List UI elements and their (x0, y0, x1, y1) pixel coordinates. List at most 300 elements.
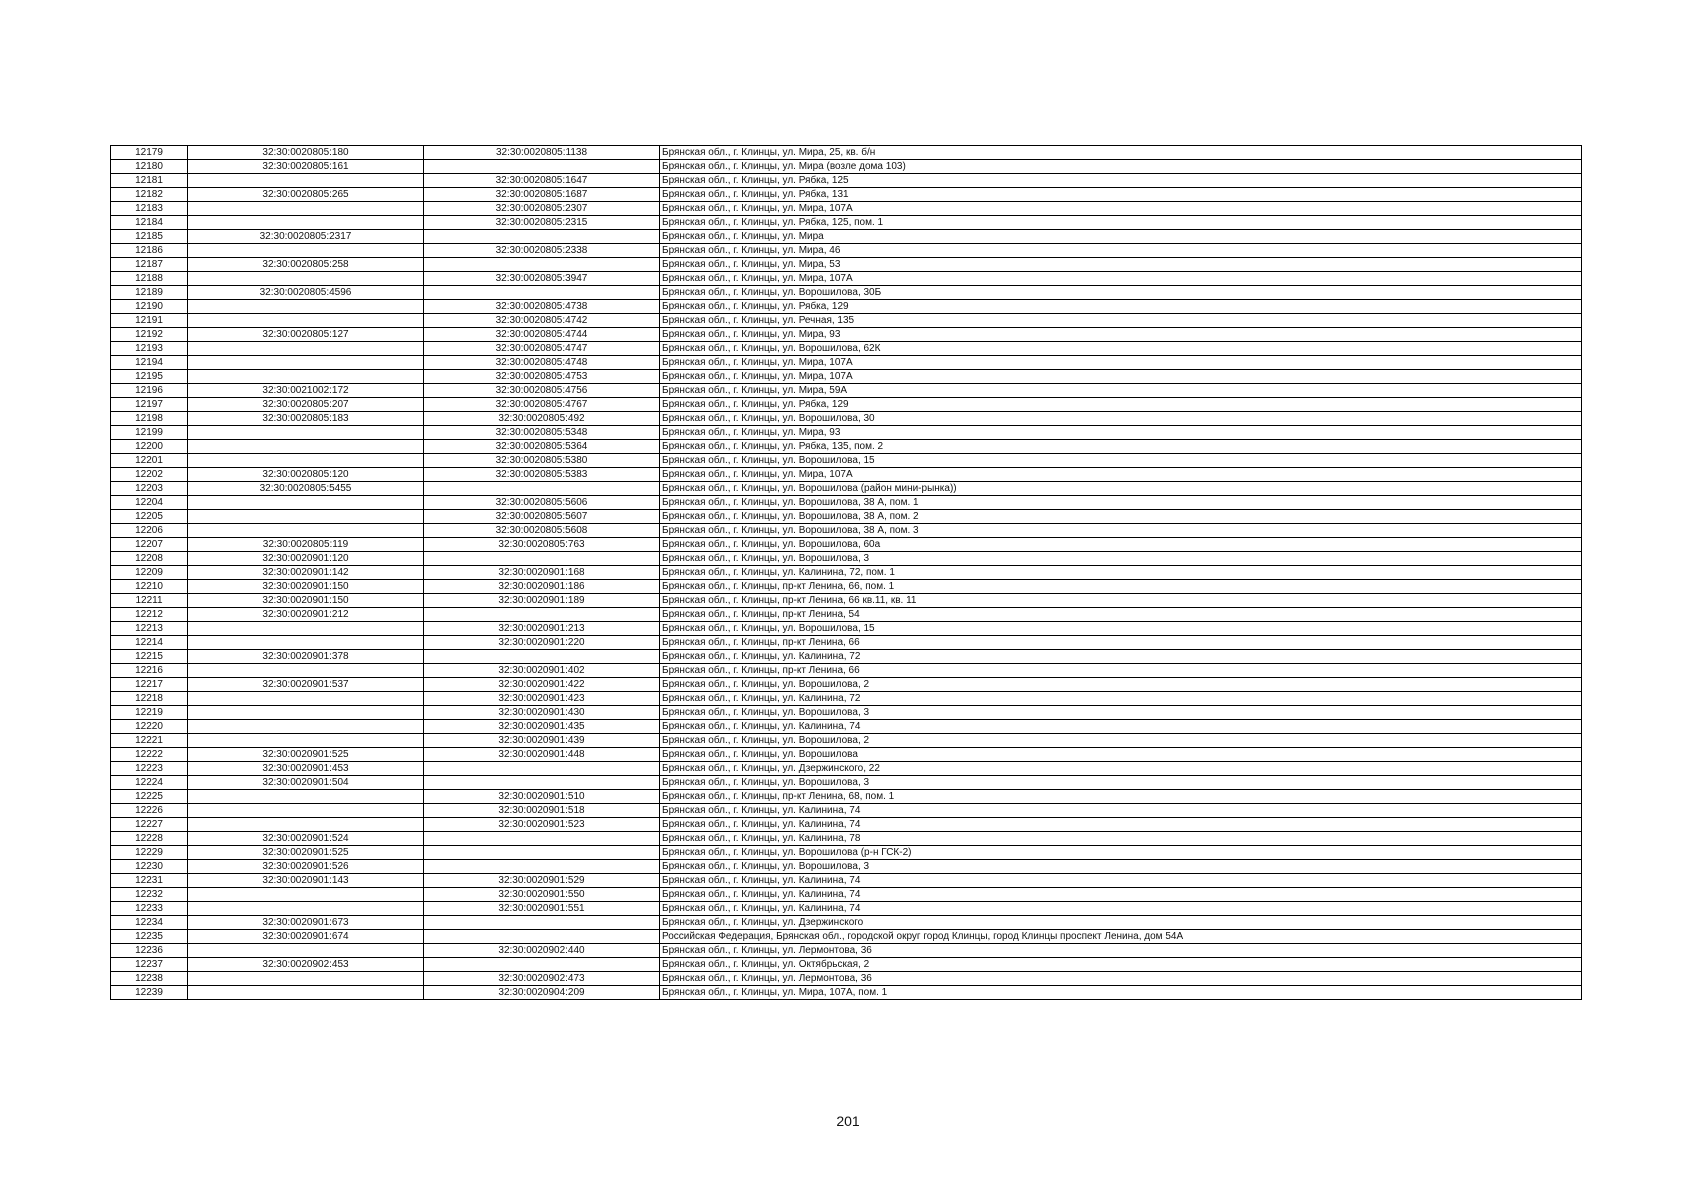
land-cadastral-number-cell (188, 664, 424, 678)
row-number-cell: 12223 (111, 762, 188, 776)
table-row (111, 972, 1582, 986)
row-number-cell: 12189 (111, 286, 188, 300)
table-row (111, 874, 1582, 888)
row-number-cell: 12187 (111, 258, 188, 272)
address-cell: Брянская обл., г. Клинцы, ул. Мира, 107А (660, 370, 1582, 384)
address-cell: Брянская обл., г. Клинцы, ул. Калинина, 74 (660, 888, 1582, 902)
land-cadastral-number-cell: 32:30:0020901:143 (188, 874, 424, 888)
land-cadastral-number-cell: 32:30:0020805:5455 (188, 482, 424, 496)
address-cell: Брянская обл., г. Клинцы, ул. Дзержинского (660, 916, 1582, 930)
address-cell: Брянская обл., г. Клинцы, ул. Мира, 107А (660, 356, 1582, 370)
land-cadastral-number-cell (188, 986, 424, 1000)
object-cadastral-number-cell: 32:30:0020901:402 (424, 664, 660, 678)
table-row (111, 888, 1582, 902)
object-cadastral-number-cell: 32:30:0020901:430 (424, 706, 660, 720)
object-cadastral-number-cell (424, 650, 660, 664)
land-cadastral-number-cell (188, 174, 424, 188)
land-cadastral-number-cell: 32:30:0020805:120 (188, 468, 424, 482)
land-cadastral-number-cell: 32:30:0020805:4596 (188, 286, 424, 300)
table-row (111, 902, 1582, 916)
table-row (111, 930, 1582, 944)
address-cell: Брянская обл., г. Клинцы, ул. Мира, 53 (660, 258, 1582, 272)
land-cadastral-number-cell: 32:30:0020805:258 (188, 258, 424, 272)
land-cadastral-number-cell (188, 790, 424, 804)
address-cell: Брянская обл., г. Клинцы, ул. Ворошилова, 15 (660, 622, 1582, 636)
table-row (111, 258, 1582, 272)
land-cadastral-number-cell: 32:30:0020805:180 (188, 146, 424, 160)
table-row (111, 510, 1582, 524)
table-row (111, 650, 1582, 664)
land-cadastral-number-cell (188, 622, 424, 636)
address-cell: Брянская обл., г. Клинцы, ул. Мира, 107А (660, 202, 1582, 216)
row-number-cell: 12209 (111, 566, 188, 580)
table-row (111, 846, 1582, 860)
table-row (111, 202, 1582, 216)
address-cell: Брянская обл., г. Клинцы, пр-кт Ленина, 68, пом. 1 (660, 790, 1582, 804)
land-cadastral-number-cell: 32:30:0020902:453 (188, 958, 424, 972)
table-row (111, 734, 1582, 748)
table-row (111, 580, 1582, 594)
table-row (111, 384, 1582, 398)
land-cadastral-number-cell (188, 272, 424, 286)
table-row (111, 860, 1582, 874)
land-cadastral-number-cell (188, 902, 424, 916)
object-cadastral-number-cell: 32:30:0020901:551 (424, 902, 660, 916)
address-cell: Брянская обл., г. Клинцы, ул. Мира, 25, кв. б/н (660, 146, 1582, 160)
table-row (111, 356, 1582, 370)
row-number-cell: 12221 (111, 734, 188, 748)
address-cell: Брянская обл., г. Клинцы, ул. Калинина, 74 (660, 902, 1582, 916)
land-cadastral-number-cell (188, 496, 424, 510)
row-number-cell: 12197 (111, 398, 188, 412)
address-cell: Брянская обл., г. Клинцы, ул. Ворошилова, 3 (660, 776, 1582, 790)
row-number-cell: 12180 (111, 160, 188, 174)
object-cadastral-number-cell: 32:30:0020805:4738 (424, 300, 660, 314)
land-cadastral-number-cell: 32:30:0020901:120 (188, 552, 424, 566)
table-row (111, 692, 1582, 706)
row-number-cell: 12179 (111, 146, 188, 160)
table-row (111, 244, 1582, 258)
address-cell: Брянская обл., г. Клинцы, ул. Ворошилова, 60а (660, 538, 1582, 552)
address-cell: Брянская обл., г. Клинцы, ул. Мира, 46 (660, 244, 1582, 258)
table-row (111, 174, 1582, 188)
address-cell: Брянская обл., г. Клинцы, ул. Калинина, 74 (660, 818, 1582, 832)
object-cadastral-number-cell: 32:30:0020901:510 (424, 790, 660, 804)
row-number-cell: 12212 (111, 608, 188, 622)
object-cadastral-number-cell: 32:30:0020805:5383 (424, 468, 660, 482)
address-cell: Брянская обл., г. Клинцы, ул. Калинина, 72 (660, 692, 1582, 706)
object-cadastral-number-cell: 32:30:0020901:189 (424, 594, 660, 608)
object-cadastral-number-cell: 32:30:0020901:448 (424, 748, 660, 762)
land-cadastral-number-cell: 32:30:0020901:453 (188, 762, 424, 776)
table-row (111, 748, 1582, 762)
object-cadastral-number-cell: 32:30:0020805:1647 (424, 174, 660, 188)
table-row (111, 986, 1582, 1000)
table-row (111, 608, 1582, 622)
land-cadastral-number-cell (188, 720, 424, 734)
object-cadastral-number-cell: 32:30:0020901:220 (424, 636, 660, 650)
land-cadastral-number-cell: 32:30:0020901:524 (188, 832, 424, 846)
object-cadastral-number-cell: 32:30:0020901:523 (424, 818, 660, 832)
table-row (111, 762, 1582, 776)
row-number-cell: 12185 (111, 230, 188, 244)
address-cell: Брянская обл., г. Клинцы, ул. Ворошилова, 38 А, пом. 1 (660, 496, 1582, 510)
address-cell: Брянская обл., г. Клинцы, ул. Ворошилова, 3 (660, 552, 1582, 566)
land-cadastral-number-cell (188, 972, 424, 986)
object-cadastral-number-cell: 32:30:0020901:518 (424, 804, 660, 818)
row-number-cell: 12213 (111, 622, 188, 636)
object-cadastral-number-cell (424, 286, 660, 300)
table-row (111, 664, 1582, 678)
object-cadastral-number-cell (424, 258, 660, 272)
row-number-cell: 12218 (111, 692, 188, 706)
table-row (111, 622, 1582, 636)
address-cell: Брянская обл., г. Клинцы, ул. Лермонтова, 36 (660, 972, 1582, 986)
row-number-cell: 12219 (111, 706, 188, 720)
table-row (111, 370, 1582, 384)
land-cadastral-number-cell: 32:30:0020901:504 (188, 776, 424, 790)
row-number-cell: 12215 (111, 650, 188, 664)
address-cell: Брянская обл., г. Клинцы, ул. Ворошилова (р-н ГСК-2) (660, 846, 1582, 860)
row-number-cell: 12190 (111, 300, 188, 314)
address-cell: Брянская обл., г. Клинцы, ул. Мира, 93 (660, 328, 1582, 342)
row-number-cell: 12201 (111, 454, 188, 468)
land-cadastral-number-cell (188, 300, 424, 314)
address-cell: Брянская обл., г. Клинцы, ул. Мира, 107А, пом. 1 (660, 986, 1582, 1000)
address-cell: Брянская обл., г. Клинцы, ул. Ворошилова, 3 (660, 706, 1582, 720)
land-cadastral-number-cell: 32:30:0020901:673 (188, 916, 424, 930)
row-number-cell: 12183 (111, 202, 188, 216)
land-cadastral-number-cell: 32:30:0020805:265 (188, 188, 424, 202)
row-number-cell: 12200 (111, 440, 188, 454)
registry-sheet (110, 145, 1581, 1000)
table-row (111, 720, 1582, 734)
land-cadastral-number-cell: 32:30:0020901:150 (188, 580, 424, 594)
row-number-cell: 12182 (111, 188, 188, 202)
row-number-cell: 12217 (111, 678, 188, 692)
object-cadastral-number-cell: 32:30:0020805:4753 (424, 370, 660, 384)
table-row (111, 552, 1582, 566)
row-number-cell: 12204 (111, 496, 188, 510)
object-cadastral-number-cell: 32:30:0020805:5608 (424, 524, 660, 538)
table-row (111, 230, 1582, 244)
row-number-cell: 12234 (111, 916, 188, 930)
table-row (111, 524, 1582, 538)
object-cadastral-number-cell: 32:30:0020805:5606 (424, 496, 660, 510)
address-cell: Брянская обл., г. Клинцы, ул. Рябка, 125, пом. 1 (660, 216, 1582, 230)
row-number-cell: 12238 (111, 972, 188, 986)
table-row (111, 538, 1582, 552)
address-cell: Брянская обл., г. Клинцы, пр-кт Ленина, 66, пом. 1 (660, 580, 1582, 594)
land-cadastral-number-cell: 32:30:0020901:142 (188, 566, 424, 580)
address-cell: Брянская обл., г. Клинцы, ул. Лермонтова, 36 (660, 944, 1582, 958)
address-cell: Брянская обл., г. Клинцы, ул. Мира, 107А (660, 468, 1582, 482)
row-number-cell: 12237 (111, 958, 188, 972)
address-cell: Брянская обл., г. Клинцы, ул. Ворошилова, 3 (660, 860, 1582, 874)
object-cadastral-number-cell (424, 552, 660, 566)
land-cadastral-number-cell: 32:30:0020901:525 (188, 846, 424, 860)
table-row (111, 790, 1582, 804)
land-cadastral-number-cell (188, 426, 424, 440)
table-row (111, 272, 1582, 286)
address-cell: Брянская обл., г. Клинцы, ул. Дзержинского, 22 (660, 762, 1582, 776)
land-cadastral-number-cell: 32:30:0020901:526 (188, 860, 424, 874)
land-cadastral-number-cell: 32:30:0020805:183 (188, 412, 424, 426)
address-cell: Брянская обл., г. Клинцы, ул. Калинина, 74 (660, 804, 1582, 818)
address-cell: Брянская обл., г. Клинцы, ул. Калинина, 78 (660, 832, 1582, 846)
land-cadastral-number-cell (188, 510, 424, 524)
address-cell: Брянская обл., г. Клинцы, ул. Калинина, 72, пом. 1 (660, 566, 1582, 580)
land-cadastral-number-cell: 32:30:0020805:161 (188, 160, 424, 174)
table-row (111, 216, 1582, 230)
object-cadastral-number-cell (424, 958, 660, 972)
row-number-cell: 12210 (111, 580, 188, 594)
land-cadastral-number-cell: 32:30:0021002:172 (188, 384, 424, 398)
object-cadastral-number-cell: 32:30:0020901:423 (424, 692, 660, 706)
table-row (111, 566, 1582, 580)
row-number-cell: 12214 (111, 636, 188, 650)
object-cadastral-number-cell: 32:30:0020901:435 (424, 720, 660, 734)
address-cell: Брянская обл., г. Клинцы, ул. Мира (возле дома 103) (660, 160, 1582, 174)
table-row (111, 342, 1582, 356)
object-cadastral-number-cell: 32:30:0020901:529 (424, 874, 660, 888)
address-cell: Брянская обл., г. Клинцы, ул. Ворошилова, 2 (660, 678, 1582, 692)
table-row (111, 328, 1582, 342)
object-cadastral-number-cell (424, 776, 660, 790)
land-cadastral-number-cell: 32:30:0020901:212 (188, 608, 424, 622)
object-cadastral-number-cell: 32:30:0020805:2338 (424, 244, 660, 258)
land-cadastral-number-cell (188, 440, 424, 454)
address-cell: Брянская обл., г. Клинцы, ул. Рябка, 125 (660, 174, 1582, 188)
row-number-cell: 12231 (111, 874, 188, 888)
row-number-cell: 12188 (111, 272, 188, 286)
address-cell: Брянская обл., г. Клинцы, ул. Калинина, 72 (660, 650, 1582, 664)
land-cadastral-number-cell (188, 734, 424, 748)
object-cadastral-number-cell (424, 916, 660, 930)
table-row (111, 818, 1582, 832)
row-number-cell: 12193 (111, 342, 188, 356)
row-number-cell: 12198 (111, 412, 188, 426)
land-cadastral-number-cell (188, 888, 424, 902)
land-cadastral-number-cell (188, 356, 424, 370)
row-number-cell: 12220 (111, 720, 188, 734)
row-number-cell: 12195 (111, 370, 188, 384)
object-cadastral-number-cell: 32:30:0020805:2307 (424, 202, 660, 216)
object-cadastral-number-cell: 32:30:0020805:4742 (424, 314, 660, 328)
land-cadastral-number-cell (188, 314, 424, 328)
table-row (111, 776, 1582, 790)
object-cadastral-number-cell (424, 930, 660, 944)
address-cell: Брянская обл., г. Клинцы, ул. Ворошилова (район мини-рынка)) (660, 482, 1582, 496)
row-number-cell: 12205 (111, 510, 188, 524)
object-cadastral-number-cell (424, 860, 660, 874)
row-number-cell: 12184 (111, 216, 188, 230)
row-number-cell: 12208 (111, 552, 188, 566)
row-number-cell: 12181 (111, 174, 188, 188)
land-cadastral-number-cell (188, 370, 424, 384)
land-cadastral-number-cell (188, 244, 424, 258)
table-row (111, 412, 1582, 426)
table-row (111, 146, 1582, 160)
object-cadastral-number-cell: 32:30:0020805:1687 (424, 188, 660, 202)
table-row (111, 440, 1582, 454)
row-number-cell: 12224 (111, 776, 188, 790)
object-cadastral-number-cell (424, 160, 660, 174)
table-row (111, 832, 1582, 846)
row-number-cell: 12216 (111, 664, 188, 678)
land-cadastral-number-cell: 32:30:0020805:119 (188, 538, 424, 552)
address-cell: Брянская обл., г. Клинцы, ул. Ворошилова, 15 (660, 454, 1582, 468)
page-number: 201 (836, 1113, 860, 1129)
table-row (111, 160, 1582, 174)
address-cell: Брянская обл., г. Клинцы, ул. Мира (660, 230, 1582, 244)
row-number-cell: 12226 (111, 804, 188, 818)
object-cadastral-number-cell: 32:30:0020805:5348 (424, 426, 660, 440)
address-cell: Брянская обл., г. Клинцы, ул. Рябка, 129 (660, 398, 1582, 412)
land-cadastral-number-cell: 32:30:0020805:127 (188, 328, 424, 342)
land-cadastral-number-cell (188, 454, 424, 468)
table-row (111, 916, 1582, 930)
land-cadastral-number-cell (188, 202, 424, 216)
table-row (111, 804, 1582, 818)
object-cadastral-number-cell: 32:30:0020805:5364 (424, 440, 660, 454)
land-cadastral-number-cell (188, 944, 424, 958)
object-cadastral-number-cell: 32:30:0020805:4756 (424, 384, 660, 398)
table-row (111, 594, 1582, 608)
row-number-cell: 12222 (111, 748, 188, 762)
row-number-cell: 12225 (111, 790, 188, 804)
address-cell: Брянская обл., г. Клинцы, ул. Мира, 59А (660, 384, 1582, 398)
object-cadastral-number-cell: 32:30:0020805:4744 (424, 328, 660, 342)
row-number-cell: 12239 (111, 986, 188, 1000)
address-cell: Брянская обл., г. Клинцы, ул. Рябка, 135, пом. 2 (660, 440, 1582, 454)
object-cadastral-number-cell: 32:30:0020901:422 (424, 678, 660, 692)
object-cadastral-number-cell (424, 482, 660, 496)
land-cadastral-number-cell (188, 706, 424, 720)
land-cadastral-number-cell (188, 818, 424, 832)
land-cadastral-number-cell: 32:30:0020805:207 (188, 398, 424, 412)
object-cadastral-number-cell: 32:30:0020805:4767 (424, 398, 660, 412)
row-number-cell: 12202 (111, 468, 188, 482)
address-cell: Брянская обл., г. Клинцы, ул. Мира, 93 (660, 426, 1582, 440)
table-row (111, 454, 1582, 468)
land-cadastral-number-cell: 32:30:0020901:525 (188, 748, 424, 762)
object-cadastral-number-cell: 32:30:0020904:209 (424, 986, 660, 1000)
row-number-cell: 12194 (111, 356, 188, 370)
object-cadastral-number-cell: 32:30:0020901:213 (424, 622, 660, 636)
object-cadastral-number-cell (424, 846, 660, 860)
address-cell: Брянская обл., г. Клинцы, ул. Ворошилова, 38 А, пом. 2 (660, 510, 1582, 524)
row-number-cell: 12229 (111, 846, 188, 860)
object-cadastral-number-cell: 32:30:0020805:2315 (424, 216, 660, 230)
object-cadastral-number-cell: 32:30:0020902:473 (424, 972, 660, 986)
land-cadastral-number-cell: 32:30:0020901:150 (188, 594, 424, 608)
table-row (111, 678, 1582, 692)
object-cadastral-number-cell: 32:30:0020901:168 (424, 566, 660, 580)
row-number-cell: 12191 (111, 314, 188, 328)
object-cadastral-number-cell (424, 608, 660, 622)
table-row (111, 468, 1582, 482)
row-number-cell: 12203 (111, 482, 188, 496)
address-cell: Брянская обл., г. Клинцы, пр-кт Ленина, 66 (660, 664, 1582, 678)
object-cadastral-number-cell: 32:30:0020901:550 (424, 888, 660, 902)
row-number-cell: 12236 (111, 944, 188, 958)
row-number-cell: 12207 (111, 538, 188, 552)
address-cell: Брянская обл., г. Клинцы, ул. Мира, 107А (660, 272, 1582, 286)
row-number-cell: 12199 (111, 426, 188, 440)
table-row (111, 188, 1582, 202)
address-cell: Брянская обл., г. Клинцы, ул. Октябрьская, 2 (660, 958, 1582, 972)
table-row (111, 496, 1582, 510)
land-cadastral-number-cell (188, 342, 424, 356)
address-cell: Брянская обл., г. Клинцы, ул. Ворошилова, 62К (660, 342, 1582, 356)
table-row (111, 636, 1582, 650)
address-cell: Брянская обл., г. Клинцы, ул. Ворошилова, 30 (660, 412, 1582, 426)
object-cadastral-number-cell: 32:30:0020805:5380 (424, 454, 660, 468)
object-cadastral-number-cell: 32:30:0020901:439 (424, 734, 660, 748)
row-number-cell: 12186 (111, 244, 188, 258)
registry-table-body (111, 146, 1582, 1000)
object-cadastral-number-cell: 32:30:0020805:1138 (424, 146, 660, 160)
address-cell: Брянская обл., г. Клинцы, ул. Рябка, 129 (660, 300, 1582, 314)
land-cadastral-number-cell (188, 216, 424, 230)
row-number-cell: 12232 (111, 888, 188, 902)
row-number-cell: 12196 (111, 384, 188, 398)
land-cadastral-number-cell (188, 692, 424, 706)
table-row (111, 482, 1582, 496)
registry-table (110, 145, 1582, 1000)
table-row (111, 286, 1582, 300)
table-row (111, 706, 1582, 720)
row-number-cell: 12192 (111, 328, 188, 342)
object-cadastral-number-cell: 32:30:0020901:186 (424, 580, 660, 594)
row-number-cell: 12211 (111, 594, 188, 608)
row-number-cell: 12228 (111, 832, 188, 846)
table-row (111, 300, 1582, 314)
land-cadastral-number-cell: 32:30:0020805:2317 (188, 230, 424, 244)
address-cell: Брянская обл., г. Клинцы, ул. Ворошилова, 38 А, пом. 3 (660, 524, 1582, 538)
table-row (111, 944, 1582, 958)
address-cell: Брянская обл., г. Клинцы, ул. Ворошилова (660, 748, 1582, 762)
object-cadastral-number-cell: 32:30:0020902:440 (424, 944, 660, 958)
address-cell: Брянская обл., г. Клинцы, ул. Ворошилова, 30Б (660, 286, 1582, 300)
object-cadastral-number-cell: 32:30:0020805:5607 (424, 510, 660, 524)
table-row (111, 314, 1582, 328)
table-row (111, 958, 1582, 972)
object-cadastral-number-cell (424, 762, 660, 776)
table-row (111, 398, 1582, 412)
row-number-cell: 12230 (111, 860, 188, 874)
object-cadastral-number-cell: 32:30:0020805:492 (424, 412, 660, 426)
land-cadastral-number-cell: 32:30:0020901:537 (188, 678, 424, 692)
address-cell: Брянская обл., г. Клинцы, ул. Речная, 135 (660, 314, 1582, 328)
row-number-cell: 12206 (111, 524, 188, 538)
object-cadastral-number-cell: 32:30:0020805:4748 (424, 356, 660, 370)
land-cadastral-number-cell: 32:30:0020901:674 (188, 930, 424, 944)
address-cell: Брянская обл., г. Клинцы, ул. Калинина, 74 (660, 874, 1582, 888)
object-cadastral-number-cell (424, 832, 660, 846)
row-number-cell: 12235 (111, 930, 188, 944)
address-cell: Брянская обл., г. Клинцы, ул. Ворошилова, 2 (660, 734, 1582, 748)
land-cadastral-number-cell (188, 524, 424, 538)
address-cell: Брянская обл., г. Клинцы, пр-кт Ленина, 66 (660, 636, 1582, 650)
row-number-cell: 12227 (111, 818, 188, 832)
address-cell: Брянская обл., г. Клинцы, ул. Рябка, 131 (660, 188, 1582, 202)
land-cadastral-number-cell (188, 804, 424, 818)
object-cadastral-number-cell: 32:30:0020805:3947 (424, 272, 660, 286)
address-cell: Брянская обл., г. Клинцы, пр-кт Ленина, 54 (660, 608, 1582, 622)
address-cell: Брянская обл., г. Клинцы, пр-кт Ленина, 66 кв.11, кв. 11 (660, 594, 1582, 608)
